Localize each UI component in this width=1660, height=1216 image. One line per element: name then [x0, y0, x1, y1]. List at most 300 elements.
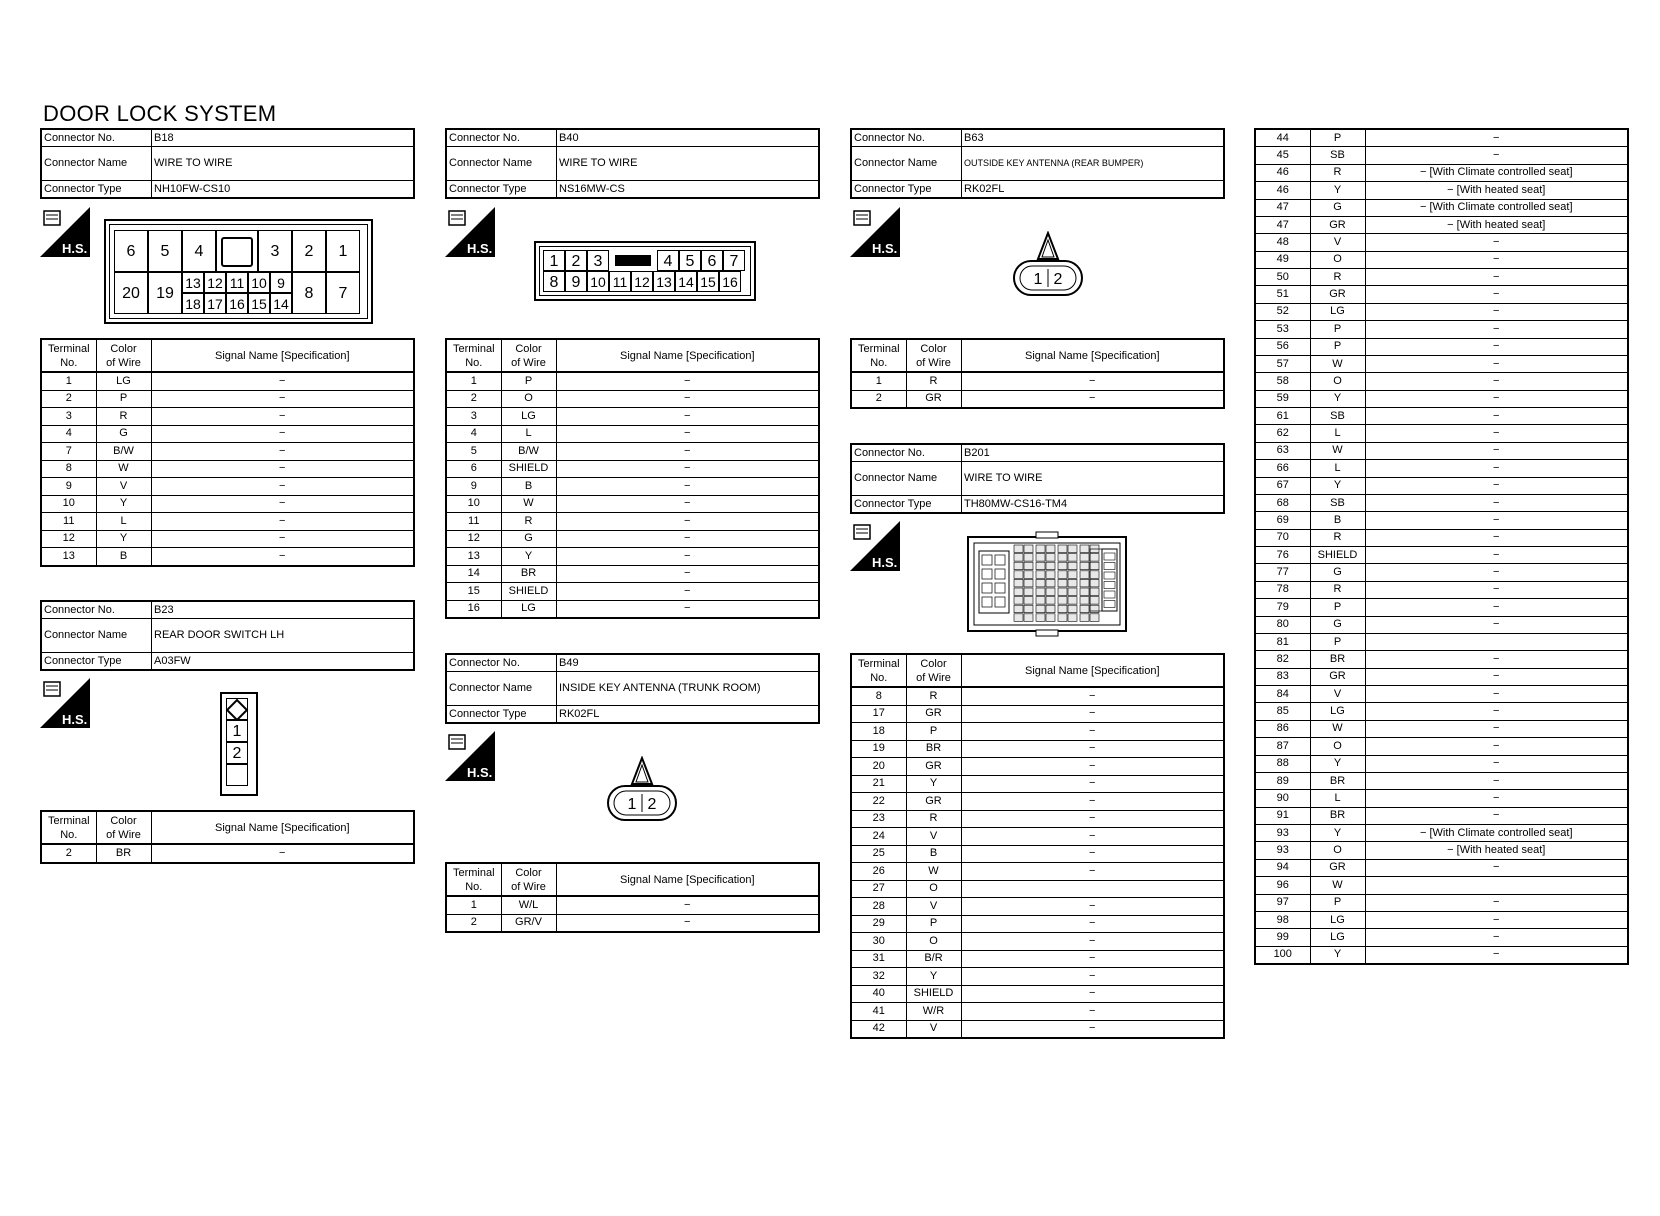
signal-name-cell: − [961, 828, 1224, 846]
wire-color-cell: L [1310, 425, 1365, 442]
table-row [851, 985, 1224, 1003]
wire-color-cell: Y [1310, 390, 1365, 407]
color-header: Color of Wire [96, 811, 151, 844]
terminal-no-cell: 10 [446, 495, 501, 513]
table-row [1255, 234, 1628, 251]
terminal-no-cell: 84 [1255, 686, 1310, 703]
signal-name-cell: − [1365, 911, 1628, 928]
pin: 3 [258, 230, 292, 272]
connector-b18-face [104, 219, 373, 324]
pin: 4 [182, 230, 216, 272]
connector-name-label: Connector Name [41, 619, 152, 653]
wire-color-cell: R [1310, 529, 1365, 546]
wire-color-cell: V [906, 1020, 961, 1038]
terminal-no-cell: 67 [1255, 477, 1310, 494]
wire-color-cell: B [501, 478, 556, 496]
signal-name-cell: − [556, 390, 819, 408]
signal-name-cell: − [961, 775, 1224, 793]
table-row [1255, 616, 1628, 633]
terminal-no-cell: 79 [1255, 599, 1310, 616]
table-row [1255, 442, 1628, 459]
wire-color-cell: GR [906, 758, 961, 776]
connector-type-value: TH80MW-CS16-TM4 [962, 496, 1225, 514]
signal-name-cell: − [961, 968, 1224, 986]
wire-color-cell: G [1310, 199, 1365, 216]
table-row [1255, 425, 1628, 442]
signal-name-cell: − [1365, 894, 1628, 911]
table-row [41, 530, 414, 548]
terminal-no-cell: 63 [1255, 442, 1310, 459]
terminal-no-cell: 24 [851, 828, 906, 846]
table-row [1255, 338, 1628, 355]
table-row [1255, 460, 1628, 477]
connector-type-value: NS16MW-CS [557, 181, 820, 199]
table-row [851, 828, 1224, 846]
connector-no-value: B18 [152, 129, 415, 147]
pin: 18 [182, 293, 204, 314]
terminal-no-cell: 62 [1255, 425, 1310, 442]
table-row [446, 460, 819, 478]
wire-color-cell: GR/V [501, 914, 556, 932]
pin: 7 [326, 272, 360, 314]
terminal-no-cell: 6 [446, 460, 501, 478]
terminal-no-cell: 1 [41, 372, 96, 390]
terminal-no-cell: 26 [851, 863, 906, 881]
terminal-no-cell: 25 [851, 845, 906, 863]
wire-color-cell: GR [1310, 216, 1365, 233]
wire-color-cell: Y [96, 495, 151, 513]
pin: 2 [565, 250, 587, 271]
wire-color-cell: SB [1310, 147, 1365, 164]
signal-name-cell: − [1365, 251, 1628, 268]
terminal-no-cell: 23 [851, 810, 906, 828]
connector-type-label: Connector Type [851, 181, 962, 199]
wire-color-cell: R [906, 372, 961, 390]
terminal-no-cell: 2 [41, 844, 96, 863]
terminal-no-cell: 61 [1255, 408, 1310, 425]
terminal-no-cell: 2 [851, 390, 906, 408]
signal-name-cell: − [1365, 269, 1628, 286]
wire-color-cell: P [906, 915, 961, 933]
pin: 6 [701, 250, 723, 271]
pin: 12 [631, 271, 653, 292]
pin: 2 [647, 796, 657, 813]
connector-no-label: Connector No. [41, 129, 152, 147]
wire-color-cell: BR [906, 740, 961, 758]
empty-cavity [226, 764, 248, 786]
pin: 10 [587, 271, 609, 292]
terminal-table-b201 [850, 653, 1225, 1039]
signal-name-cell: − [151, 844, 414, 863]
table-row [1255, 599, 1628, 616]
table-row [1255, 877, 1628, 894]
table-row [1255, 790, 1628, 807]
wire-color-cell: P [501, 372, 556, 390]
table-row [41, 478, 414, 496]
wire-color-cell: W [1310, 720, 1365, 737]
table-row [1255, 807, 1628, 824]
table-row [1255, 512, 1628, 529]
wire-color-cell: P [1310, 894, 1365, 911]
terminal-no-cell: 4 [41, 425, 96, 443]
table-row [851, 390, 1224, 408]
terminal-no-cell: 1 [446, 896, 501, 914]
table-row [1255, 772, 1628, 789]
terminal-no-cell: 78 [1255, 581, 1310, 598]
table-row [1255, 842, 1628, 859]
signal-name-cell: − [1365, 703, 1628, 720]
table-row [446, 408, 819, 426]
table-row [41, 548, 414, 566]
signal-name-cell: − [151, 390, 414, 408]
terminal-no-cell: 83 [1255, 668, 1310, 685]
wire-color-cell: GR [1310, 286, 1365, 303]
terminal-no-cell: 47 [1255, 216, 1310, 233]
color-header: Color of Wire [96, 339, 151, 372]
wire-color-cell: W [1310, 877, 1365, 894]
connector-no-value: B63 [962, 129, 1225, 147]
signal-name-cell: − [1365, 929, 1628, 946]
table-row [851, 950, 1224, 968]
table-row [1255, 686, 1628, 703]
pin: 11 [609, 271, 631, 292]
signal-name-cell: − [961, 845, 1224, 863]
pin: 1 [627, 796, 637, 813]
signal-name-header: Signal Name [Specification] [556, 863, 819, 896]
pin: 10 [248, 272, 270, 293]
pin: 5 [148, 230, 182, 272]
signal-name-cell: − [556, 530, 819, 548]
signal-name-cell: − [961, 863, 1224, 881]
table-row [446, 513, 819, 531]
pin: 16 [226, 293, 248, 314]
wire-color-cell: G [1310, 564, 1365, 581]
table-row [851, 898, 1224, 916]
signal-name-cell: − [1365, 599, 1628, 616]
terminal-no-cell: 3 [41, 408, 96, 426]
pin: 2 [292, 230, 326, 272]
wire-color-cell: R [1310, 269, 1365, 286]
wire-color-cell: O [1310, 842, 1365, 859]
pin: 16 [719, 271, 741, 292]
terminal-no-cell: 10 [41, 495, 96, 513]
terminal-no-cell: 69 [1255, 512, 1310, 529]
signal-name-cell: − [961, 740, 1224, 758]
table-row [41, 844, 414, 863]
wire-color-cell: P [96, 390, 151, 408]
table-row [1255, 477, 1628, 494]
harness-side-icon [40, 678, 90, 728]
signal-name-cell: − [961, 705, 1224, 723]
wire-color-cell: SB [1310, 494, 1365, 511]
signal-name-cell: − [961, 1020, 1224, 1038]
table-row [1255, 129, 1628, 147]
terminal-no-cell: 70 [1255, 529, 1310, 546]
signal-name-cell: − [With Climate controlled seat] [1365, 164, 1628, 181]
terminal-no-cell: 8 [41, 460, 96, 478]
signal-name-cell: − [1365, 338, 1628, 355]
table-row [851, 863, 1224, 881]
table-row [446, 425, 819, 443]
terminal-no-cell: 2 [41, 390, 96, 408]
terminal-no-cell: 57 [1255, 355, 1310, 372]
connector-no-label: Connector No. [41, 601, 152, 619]
table-row [1255, 373, 1628, 390]
hs-label: H.S. [467, 241, 493, 256]
signal-name-cell: − [With heated seat] [1365, 842, 1628, 859]
terminal-no-cell: 58 [1255, 373, 1310, 390]
wire-color-cell: W [906, 863, 961, 881]
signal-name-cell: − [961, 758, 1224, 776]
connector-no-label: Connector No. [446, 654, 557, 672]
signal-name-header: Signal Name [Specification] [151, 811, 414, 844]
connector-b49-face [605, 756, 679, 824]
terminal-no-cell: 1 [446, 372, 501, 390]
wire-color-cell: P [1310, 321, 1365, 338]
terminal-no-cell: 40 [851, 985, 906, 1003]
signal-name-cell: − [556, 896, 819, 914]
signal-name-cell: − [1365, 807, 1628, 824]
table-row [446, 443, 819, 461]
harness-side-icon [850, 521, 900, 571]
signal-name-cell: − [556, 495, 819, 513]
pin: 19 [148, 272, 182, 314]
signal-name-cell: − [1365, 720, 1628, 737]
wire-color-cell: G [1310, 616, 1365, 633]
signal-name-header: Signal Name [Specification] [961, 339, 1224, 372]
table-row [1255, 633, 1628, 650]
terminal-no-cell: 18 [851, 723, 906, 741]
signal-name-cell [961, 880, 1224, 898]
table-row [1255, 269, 1628, 286]
signal-name-cell: − [151, 530, 414, 548]
terminal-no-cell: 16 [446, 600, 501, 618]
pin: 8 [292, 272, 326, 314]
connector-type-label: Connector Type [446, 181, 557, 199]
signal-name-cell: − [961, 1003, 1224, 1021]
wire-color-cell: B/W [96, 443, 151, 461]
terminal-no-cell: 66 [1255, 460, 1310, 477]
terminal-no-cell: 87 [1255, 738, 1310, 755]
connector-name-label: Connector Name [41, 147, 152, 181]
terminal-no-cell: 46 [1255, 182, 1310, 199]
wire-color-cell: W [96, 460, 151, 478]
signal-name-cell: − [1365, 494, 1628, 511]
table-row [1255, 859, 1628, 876]
terminal-table-b18 [40, 338, 415, 567]
terminal-no-cell: 32 [851, 968, 906, 986]
wire-color-cell: W [1310, 355, 1365, 372]
signal-name-cell: − [1365, 738, 1628, 755]
pin: 1 [543, 250, 565, 271]
harness-side-icon [445, 731, 495, 781]
wire-color-cell: GR [906, 705, 961, 723]
wire-color-cell: LG [501, 408, 556, 426]
wire-color-cell: LG [1310, 911, 1365, 928]
terminal-no-cell: 47 [1255, 199, 1310, 216]
wire-color-cell: B [96, 548, 151, 566]
connector-no-value: B201 [962, 444, 1225, 462]
connector-b18-info [40, 128, 415, 199]
terminal-no-cell: 15 [446, 583, 501, 601]
wire-color-cell: B/R [906, 950, 961, 968]
terminal-no-cell: 85 [1255, 703, 1310, 720]
pin: 8 [543, 271, 565, 292]
wire-color-cell: BR [501, 565, 556, 583]
terminal-no-cell: 80 [1255, 616, 1310, 633]
table-row [1255, 651, 1628, 668]
terminal-no-cell: 49 [1255, 251, 1310, 268]
pin: 1 [226, 720, 248, 742]
wire-color-cell: O [1310, 373, 1365, 390]
wire-color-cell: BR [1310, 772, 1365, 789]
terminal-no-cell: 19 [851, 740, 906, 758]
terminal-no-cell: 28 [851, 898, 906, 916]
pin: 12 [204, 272, 226, 293]
signal-name-cell: − [556, 443, 819, 461]
signal-name-cell [1365, 633, 1628, 650]
terminal-no-header: Terminal No. [41, 339, 96, 372]
signal-name-cell: − [1365, 147, 1628, 164]
wire-color-cell: O [501, 390, 556, 408]
table-row [851, 372, 1224, 390]
wire-color-cell: R [501, 513, 556, 531]
table-row [446, 530, 819, 548]
terminal-no-cell: 3 [446, 408, 501, 426]
signal-name-cell: − [151, 548, 414, 566]
signal-name-cell: − [556, 565, 819, 583]
connector-name-label: Connector Name [851, 147, 962, 181]
terminal-no-cell: 100 [1255, 946, 1310, 964]
terminal-no-cell: 13 [446, 548, 501, 566]
wire-color-cell: SHIELD [906, 985, 961, 1003]
signal-name-cell: − [151, 478, 414, 496]
terminal-no-cell: 89 [1255, 772, 1310, 789]
wire-color-cell: SHIELD [1310, 547, 1365, 564]
terminal-table-b40 [445, 338, 820, 619]
key-slot [216, 230, 258, 272]
color-header: Color of Wire [501, 863, 556, 896]
connector-b63-info [850, 128, 1225, 199]
signal-name-cell: − [556, 600, 819, 618]
signal-name-cell: − [961, 810, 1224, 828]
terminal-no-cell: 7 [41, 443, 96, 461]
signal-name-cell: − [151, 513, 414, 531]
table-row [851, 740, 1224, 758]
signal-name-cell: − [556, 478, 819, 496]
wire-color-cell: Y [906, 775, 961, 793]
wire-color-cell: W [1310, 442, 1365, 459]
terminal-no-cell: 2 [446, 914, 501, 932]
table-row [446, 478, 819, 496]
connector-type-label: Connector Type [446, 706, 557, 724]
signal-name-cell: − [1365, 755, 1628, 772]
signal-name-cell: − [961, 985, 1224, 1003]
signal-name-cell: − [556, 513, 819, 531]
table-row [41, 425, 414, 443]
wire-color-cell: P [1310, 129, 1365, 147]
table-row [1255, 286, 1628, 303]
terminal-no-cell: 91 [1255, 807, 1310, 824]
table-row [1255, 355, 1628, 372]
wire-color-cell: GR [1310, 668, 1365, 685]
table-row [1255, 164, 1628, 181]
key-slot [615, 255, 651, 266]
signal-name-cell: − [961, 390, 1224, 408]
color-header: Color of Wire [906, 339, 961, 372]
connector-name-value: WIRE TO WIRE [557, 147, 820, 181]
connector-name-value: WIRE TO WIRE [152, 147, 415, 181]
signal-name-cell: − [151, 495, 414, 513]
signal-name-cell: − [1365, 581, 1628, 598]
wire-color-cell: L [96, 513, 151, 531]
signal-name-cell: − [1365, 355, 1628, 372]
pin: 15 [697, 271, 719, 292]
connector-no-value: B49 [557, 654, 820, 672]
wire-color-cell: R [906, 810, 961, 828]
wire-color-cell: SHIELD [501, 460, 556, 478]
table-row [1255, 182, 1628, 199]
terminal-no-cell: 96 [1255, 877, 1310, 894]
signal-name-cell: − [1365, 460, 1628, 477]
table-row [1255, 390, 1628, 407]
signal-name-cell: − [1365, 616, 1628, 633]
connector-no-value: B23 [152, 601, 415, 619]
table-row [446, 896, 819, 914]
table-row [851, 1003, 1224, 1021]
table-row [1255, 703, 1628, 720]
table-row [851, 880, 1224, 898]
terminal-no-cell: 11 [446, 513, 501, 531]
terminal-no-cell: 29 [851, 915, 906, 933]
wire-color-cell: LG [1310, 929, 1365, 946]
signal-name-cell: − [961, 372, 1224, 390]
table-row [446, 565, 819, 583]
table-row [41, 460, 414, 478]
terminal-no-cell: 46 [1255, 164, 1310, 181]
harness-side-icon [445, 207, 495, 257]
signal-name-cell: − [1365, 390, 1628, 407]
signal-name-cell: − [151, 443, 414, 461]
signal-name-cell: − [961, 915, 1224, 933]
signal-name-cell: − [With Climate controlled seat] [1365, 825, 1628, 842]
terminal-no-cell: 9 [41, 478, 96, 496]
terminal-table-b201-continued [1254, 128, 1629, 965]
wire-color-cell: L [501, 425, 556, 443]
table-row [446, 600, 819, 618]
table-row [446, 390, 819, 408]
table-row [1255, 738, 1628, 755]
table-row [446, 495, 819, 513]
table-row [446, 914, 819, 932]
connector-no-label: Connector No. [851, 129, 962, 147]
pin: 1 [326, 230, 360, 272]
signal-name-cell: − [556, 372, 819, 390]
signal-name-cell: − [1365, 425, 1628, 442]
wire-color-cell: L [1310, 460, 1365, 477]
terminal-no-cell: 48 [1255, 234, 1310, 251]
signal-name-cell: − [1365, 234, 1628, 251]
signal-name-cell: − [1365, 408, 1628, 425]
terminal-no-cell: 42 [851, 1020, 906, 1038]
wire-color-cell: LG [1310, 703, 1365, 720]
terminal-no-cell: 93 [1255, 825, 1310, 842]
terminal-no-cell: 20 [851, 758, 906, 776]
terminal-no-cell: 22 [851, 793, 906, 811]
signal-name-cell: − [1365, 859, 1628, 876]
signal-name-cell: − [151, 425, 414, 443]
signal-name-cell: − [961, 950, 1224, 968]
